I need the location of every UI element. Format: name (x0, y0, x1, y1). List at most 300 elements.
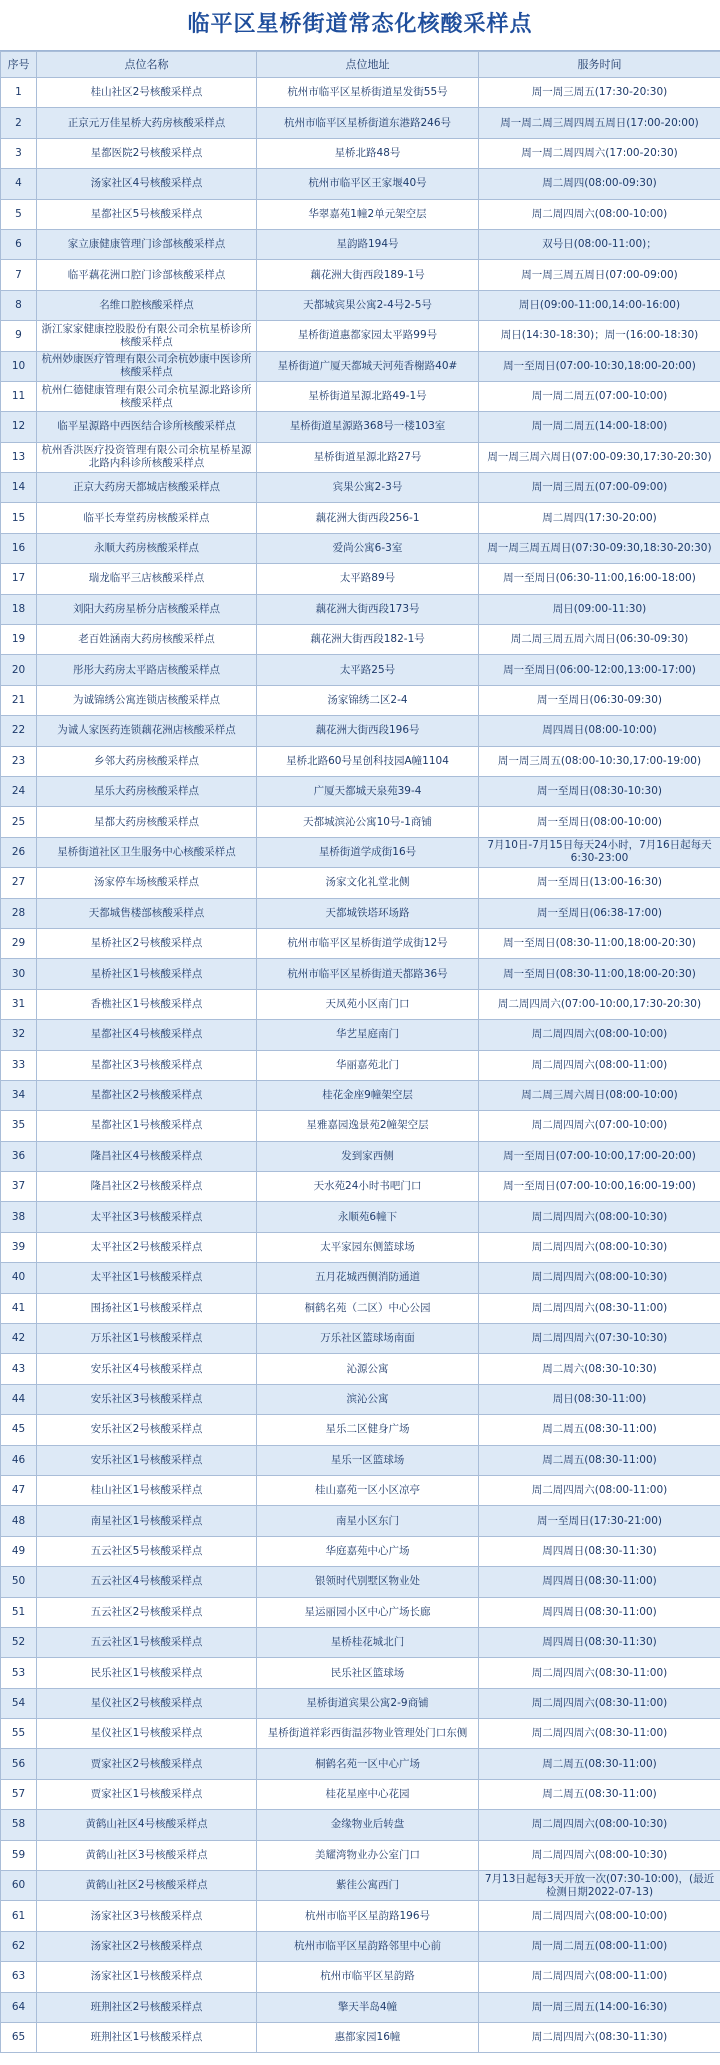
table-row (1, 1536, 720, 1566)
cell-site-name: 围扬社区1号核酸采样点 (37, 1293, 257, 1323)
cell-service-time: 周一至周日(08:30-10:30) (479, 776, 720, 806)
cell-index: 21 (1, 685, 37, 715)
cell-service-time: 周一周二周五(08:00-11:00) (479, 1931, 720, 1961)
cell-site-name: 安乐社区1号核酸采样点 (37, 1445, 257, 1475)
table-row (1, 1688, 720, 1718)
cell-service-time: 周一周三周五(08:00-10:30,17:00-19:00) (479, 746, 720, 776)
cell-site-name: 万乐社区1号核酸采样点 (37, 1324, 257, 1354)
cell-site-name: 贾家社区2号核酸采样点 (37, 1749, 257, 1779)
cell-site-name: 星都社区1号核酸采样点 (37, 1111, 257, 1141)
cell-site-address: 杭州市临平区星韵路邻里中心前 (257, 1931, 479, 1961)
table-row (1, 321, 720, 351)
cell-site-name: 太平社区2号核酸采样点 (37, 1232, 257, 1262)
table-row (1, 1111, 720, 1141)
cell-service-time: 周二周四(17:30-20:00) (479, 503, 720, 533)
cell-service-time: 周一至周日(07:00-10:30,18:00-20:00) (479, 351, 720, 381)
cell-service-time: 周二周五(08:30-11:00) (479, 1415, 720, 1445)
cell-index: 23 (1, 746, 37, 776)
cell-site-address: 杭州市临平区星桥街道天都路36号 (257, 959, 479, 989)
cell-service-time: 周二周四周六(08:00-10:30) (479, 1840, 720, 1870)
cell-site-name: 黄鹤山社区3号核酸采样点 (37, 1840, 257, 1870)
cell-index: 45 (1, 1415, 37, 1445)
cell-site-name: 太平社区3号核酸采样点 (37, 1202, 257, 1232)
cell-site-name: 星都医院2号核酸采样点 (37, 138, 257, 168)
cell-site-address: 华艺星庭南门 (257, 1020, 479, 1050)
cell-site-name: 乡邻大药房核酸采样点 (37, 746, 257, 776)
cell-index: 35 (1, 1111, 37, 1141)
cell-site-address: 藕花洲大街西段189-1号 (257, 260, 479, 290)
table-row (1, 290, 720, 320)
cell-site-address: 星桥北路60号星创科技园A幢1104 (257, 746, 479, 776)
cell-site-address: 太平路89号 (257, 564, 479, 594)
table-row (1, 1263, 720, 1293)
cell-site-address: 星乐一区篮球场 (257, 1445, 479, 1475)
cell-site-address: 金缘物业后转盘 (257, 1810, 479, 1840)
cell-site-address: 擎天半岛4幢 (257, 1992, 479, 2022)
table-row (1, 1810, 720, 1840)
cell-site-address: 华丽嘉苑北门 (257, 1050, 479, 1080)
cell-index: 3 (1, 138, 37, 168)
cell-site-name: 安乐社区3号核酸采样点 (37, 1384, 257, 1414)
cell-service-time: 7月10日-7月15日每天24小时，7月16日起每天6:30-23:00 (479, 837, 720, 867)
cell-site-address: 南星小区东门 (257, 1506, 479, 1536)
table-row (1, 776, 720, 806)
table-row (1, 837, 720, 867)
sampling-sites-table (0, 51, 720, 2053)
table-row (1, 533, 720, 563)
cell-service-time: 周日(08:30-11:00) (479, 1384, 720, 1414)
table-row (1, 1962, 720, 1992)
table-row (1, 868, 720, 898)
cell-index: 58 (1, 1810, 37, 1840)
cell-site-address: 星桥街道宾果公寓2-9商铺 (257, 1688, 479, 1718)
cell-service-time: 周二周四周六(08:30-11:30) (479, 2023, 720, 2053)
cell-index: 14 (1, 473, 37, 503)
cell-index: 49 (1, 1536, 37, 1566)
cell-index: 56 (1, 1749, 37, 1779)
table-row (1, 169, 720, 199)
table-row (1, 1840, 720, 1870)
cell-index: 60 (1, 1871, 37, 1901)
cell-index: 59 (1, 1840, 37, 1870)
cell-service-time: 周日(09:00-11:00,14:00-16:00) (479, 290, 720, 320)
cell-index: 36 (1, 1141, 37, 1171)
cell-site-address: 藕花洲大街西段196号 (257, 716, 479, 746)
cell-site-address: 惠都家园16幢 (257, 2023, 479, 2053)
cell-site-name: 班荆社区1号核酸采样点 (37, 2023, 257, 2053)
cell-site-name: 汤家社区3号核酸采样点 (37, 1901, 257, 1931)
cell-service-time: 周一至周日(06:38-17:00) (479, 898, 720, 928)
cell-site-address: 发到家西侧 (257, 1141, 479, 1171)
cell-site-address: 万乐社区篮球场南面 (257, 1324, 479, 1354)
cell-service-time: 周一周三周五周日(07:30-09:30,18:30-20:30) (479, 533, 720, 563)
cell-index: 44 (1, 1384, 37, 1414)
cell-service-time: 7月13日起每3天开放一次(07:30-10:00)，(最近检测日期2022-07-13) (479, 1871, 720, 1901)
table-row (1, 807, 720, 837)
cell-site-address: 藕花洲大街西段256-1 (257, 503, 479, 533)
table-row (1, 1658, 720, 1688)
cell-site-name: 星桥社区2号核酸采样点 (37, 928, 257, 958)
table-row (1, 199, 720, 229)
cell-index: 4 (1, 169, 37, 199)
table-row (1, 1779, 720, 1809)
cell-service-time: 周一至周日(17:30-21:00) (479, 1506, 720, 1536)
cell-service-time: 周二周五(08:30-11:00) (479, 1779, 720, 1809)
cell-site-address: 杭州市临平区王家堰40号 (257, 169, 479, 199)
table-row (1, 1354, 720, 1384)
cell-index: 54 (1, 1688, 37, 1718)
cell-site-address: 华庭嘉苑中心广场 (257, 1536, 479, 1566)
cell-service-time: 周二周四周六(08:00-10:00) (479, 199, 720, 229)
table-row (1, 412, 720, 442)
cell-index: 1 (1, 78, 37, 108)
cell-index: 9 (1, 321, 37, 351)
cell-service-time: 周一周二周三周四周五周日(17:00-20:00) (479, 108, 720, 138)
cell-service-time: 周一周三周六周日(07:00-09:30,17:30-20:30) (479, 442, 720, 472)
cell-site-name: 临平藕花洲口腔门诊部核酸采样点 (37, 260, 257, 290)
table-row (1, 1384, 720, 1414)
cell-service-time: 周二周四周六(08:00-10:30) (479, 1202, 720, 1232)
cell-site-name: 隆昌社区2号核酸采样点 (37, 1172, 257, 1202)
cell-site-address: 星桥街道祥彩西街温莎物业管理处门口东侧 (257, 1719, 479, 1749)
cell-site-name: 刘阳大药房星桥分店核酸采样点 (37, 594, 257, 624)
cell-site-name: 星桥街道社区卫生服务中心核酸采样点 (37, 837, 257, 867)
cell-index: 55 (1, 1719, 37, 1749)
cell-site-name: 黄鹤山社区4号核酸采样点 (37, 1810, 257, 1840)
cell-site-name: 安乐社区2号核酸采样点 (37, 1415, 257, 1445)
cell-index: 27 (1, 868, 37, 898)
cell-service-time: 周二周三周六周日(08:00-10:00) (479, 1080, 720, 1110)
cell-index: 37 (1, 1172, 37, 1202)
cell-service-time: 周一至周日(08:30-11:00,18:00-20:30) (479, 928, 720, 958)
cell-site-name: 杭州妙康医疗管理有限公司余杭妙康中医诊所核酸采样点 (37, 351, 257, 381)
cell-index: 25 (1, 807, 37, 837)
cell-index: 62 (1, 1931, 37, 1961)
cell-site-name: 班荆社区2号核酸采样点 (37, 1992, 257, 2022)
cell-index: 42 (1, 1324, 37, 1354)
cell-index: 64 (1, 1992, 37, 2022)
cell-site-address: 星桥桂花城北门 (257, 1627, 479, 1657)
cell-site-name: 临平星源路中西医结合诊所核酸采样点 (37, 412, 257, 442)
cell-index: 24 (1, 776, 37, 806)
cell-site-name: 五云社区4号核酸采样点 (37, 1567, 257, 1597)
cell-site-address: 星桥街道学成街16号 (257, 837, 479, 867)
cell-site-name: 临平长寿堂药房核酸采样点 (37, 503, 257, 533)
cell-site-name: 桂山社区1号核酸采样点 (37, 1475, 257, 1505)
table-row (1, 1931, 720, 1961)
table-row (1, 564, 720, 594)
cell-index: 10 (1, 351, 37, 381)
cell-service-time: 周二周四周六(08:00-10:30) (479, 1232, 720, 1262)
cell-site-name: 五云社区5号核酸采样点 (37, 1536, 257, 1566)
cell-site-address: 天都城滨沁公寓10号-1商铺 (257, 807, 479, 837)
cell-index: 17 (1, 564, 37, 594)
cell-site-name: 星都大药房核酸采样点 (37, 807, 257, 837)
page-title: 临平区星桥街道常态化核酸采样点 (0, 0, 720, 51)
cell-service-time: 周二周四(08:00-09:30) (479, 169, 720, 199)
cell-site-name: 为诚人家医药连锁藕花洲店核酸采样点 (37, 716, 257, 746)
cell-service-time: 周二周五(08:30-11:00) (479, 1749, 720, 1779)
cell-index: 2 (1, 108, 37, 138)
cell-site-name: 瑞龙临平三店核酸采样点 (37, 564, 257, 594)
cell-site-address: 民乐社区篮球场 (257, 1658, 479, 1688)
table-body (1, 78, 720, 2053)
cell-service-time: 周一周三周五(07:00-09:00) (479, 473, 720, 503)
cell-site-address: 桐鹤名苑（二区）中心公园 (257, 1293, 479, 1323)
cell-site-address: 杭州市临平区星桥街道学成街12号 (257, 928, 479, 958)
cell-site-name: 名维口腔核酸采样点 (37, 290, 257, 320)
table-row (1, 746, 720, 776)
cell-service-time: 周二周四周六(08:30-11:00) (479, 1658, 720, 1688)
cell-service-time: 周一周二周四周六(17:00-20:30) (479, 138, 720, 168)
cell-site-address: 太平路25号 (257, 655, 479, 685)
table-row (1, 1172, 720, 1202)
cell-site-address: 星雅嘉园逸景苑2幢架空层 (257, 1111, 479, 1141)
table-row (1, 1415, 720, 1445)
cell-site-name: 桂山社区2号核酸采样点 (37, 78, 257, 108)
cell-site-name: 杭州仁德健康管理有限公司余杭星源北路诊所核酸采样点 (37, 381, 257, 411)
cell-site-address: 汤家锦绣二区2-4 (257, 685, 479, 715)
cell-site-address: 星运丽园小区中心广场长廊 (257, 1597, 479, 1627)
cell-service-time: 周一至周日(06:00-12:00,13:00-17:00) (479, 655, 720, 685)
cell-site-name: 汤家社区2号核酸采样点 (37, 1931, 257, 1961)
cell-service-time: 周二周四周六(08:30-11:00) (479, 1719, 720, 1749)
table-row (1, 1597, 720, 1627)
cell-index: 18 (1, 594, 37, 624)
table-row (1, 1871, 720, 1901)
cell-site-address: 星桥街道星源北路27号 (257, 442, 479, 472)
cell-index: 6 (1, 229, 37, 259)
cell-site-name: 家立康健康管理门诊部核酸采样点 (37, 229, 257, 259)
cell-site-name: 汤家停车场核酸采样点 (37, 868, 257, 898)
cell-service-time: 周一周三周五周日(07:00-09:00) (479, 260, 720, 290)
cell-service-time: 周一至周日(08:30-11:00,18:00-20:30) (479, 959, 720, 989)
cell-index: 50 (1, 1567, 37, 1597)
header-index: 序号 (1, 52, 37, 78)
cell-site-name: 香樵社区1号核酸采样点 (37, 989, 257, 1019)
cell-index: 53 (1, 1658, 37, 1688)
cell-site-name: 汤家社区4号核酸采样点 (37, 169, 257, 199)
table-row (1, 78, 720, 108)
table-row (1, 1749, 720, 1779)
table-row (1, 2023, 720, 2053)
cell-service-time: 周二周四周六(08:00-10:00) (479, 1901, 720, 1931)
cell-site-name: 隆昌社区4号核酸采样点 (37, 1141, 257, 1171)
table-row (1, 716, 720, 746)
cell-site-address: 藕花洲大街西段173号 (257, 594, 479, 624)
cell-index: 11 (1, 381, 37, 411)
cell-service-time: 周二周四周六(08:00-10:30) (479, 1263, 720, 1293)
cell-index: 26 (1, 837, 37, 867)
table-row (1, 108, 720, 138)
cell-index: 52 (1, 1627, 37, 1657)
cell-site-name: 星都社区5号核酸采样点 (37, 199, 257, 229)
cell-service-time: 周二周四周六(08:00-10:30) (479, 1810, 720, 1840)
table-row (1, 1992, 720, 2022)
table-row (1, 229, 720, 259)
cell-site-address: 星桥街道广厦天都城天河苑香榭路40# (257, 351, 479, 381)
cell-site-name: 星桥社区1号核酸采样点 (37, 959, 257, 989)
cell-service-time: 周二周三周五周六周日(06:30-09:30) (479, 625, 720, 655)
table-row (1, 594, 720, 624)
table-row (1, 1232, 720, 1262)
table-row (1, 685, 720, 715)
cell-index: 33 (1, 1050, 37, 1080)
table-row (1, 1080, 720, 1110)
cell-site-name: 民乐社区1号核酸采样点 (37, 1658, 257, 1688)
cell-site-address: 天都城宾果公寓2-4号2-5号 (257, 290, 479, 320)
table-row (1, 928, 720, 958)
cell-index: 39 (1, 1232, 37, 1262)
table-row (1, 138, 720, 168)
table-row (1, 473, 720, 503)
cell-index: 34 (1, 1080, 37, 1110)
table-row (1, 655, 720, 685)
cell-site-name: 正京元万佳星桥大药房核酸采样点 (37, 108, 257, 138)
cell-site-name: 杭州香洪医疗投资管理有限公司余杭星桥星源北路内科诊所核酸采样点 (37, 442, 257, 472)
table-row (1, 1567, 720, 1597)
cell-service-time: 周一周二周五(07:00-10:00) (479, 381, 720, 411)
cell-site-name: 为诚锦绣公寓连锁店核酸采样点 (37, 685, 257, 715)
cell-service-time: 周一周三周五(17:30-20:30) (479, 78, 720, 108)
cell-index: 13 (1, 442, 37, 472)
cell-service-time: 周日(09:00-11:30) (479, 594, 720, 624)
cell-service-time: 周二周四周六(08:00-11:00) (479, 1050, 720, 1080)
cell-index: 32 (1, 1020, 37, 1050)
table-row (1, 1293, 720, 1323)
cell-site-address: 杭州市临平区星韵路 (257, 1962, 479, 1992)
cell-index: 12 (1, 412, 37, 442)
header-site-name: 点位名称 (37, 52, 257, 78)
table-row (1, 625, 720, 655)
cell-service-time: 周二周六(08:30-10:30) (479, 1354, 720, 1384)
cell-index: 63 (1, 1962, 37, 1992)
cell-site-address: 美耀湾物业办公室门口 (257, 1840, 479, 1870)
cell-site-address: 星韵路194号 (257, 229, 479, 259)
cell-service-time: 周二周四周六(08:00-11:00) (479, 1475, 720, 1505)
cell-service-time: 周一周三周五(14:00-16:30) (479, 1992, 720, 2022)
cell-site-address: 天都城铁塔环场路 (257, 898, 479, 928)
cell-service-time: 周一至周日(13:00-16:30) (479, 868, 720, 898)
cell-service-time: 双号日(08:00-11:00)； (479, 229, 720, 259)
cell-site-name: 汤家社区1号核酸采样点 (37, 1962, 257, 1992)
cell-index: 20 (1, 655, 37, 685)
cell-service-time: 周四周日(08:30-11:30) (479, 1627, 720, 1657)
cell-site-name: 浙江家家健康控股股份有限公司余杭星桥诊所核酸采样点 (37, 321, 257, 351)
cell-service-time: 周日(14:30-18:30)；周一(16:00-18:30) (479, 321, 720, 351)
cell-site-name: 五云社区2号核酸采样点 (37, 1597, 257, 1627)
cell-index: 7 (1, 260, 37, 290)
cell-service-time: 周二周四周六(08:30-11:00) (479, 1293, 720, 1323)
cell-site-address: 桂花星座中心花园 (257, 1779, 479, 1809)
cell-service-time: 周四周日(08:30-11:30) (479, 1536, 720, 1566)
cell-site-name: 太平社区1号核酸采样点 (37, 1263, 257, 1293)
table-row (1, 1020, 720, 1050)
cell-service-time: 周二周四周六(08:00-10:00) (479, 1020, 720, 1050)
cell-index: 38 (1, 1202, 37, 1232)
table-row (1, 1324, 720, 1354)
cell-site-name: 星都社区4号核酸采样点 (37, 1020, 257, 1050)
cell-service-time: 周一至周日(08:00-10:00) (479, 807, 720, 837)
cell-site-address: 星桥北路48号 (257, 138, 479, 168)
cell-index: 41 (1, 1293, 37, 1323)
cell-site-name: 星都社区3号核酸采样点 (37, 1050, 257, 1080)
header-site-address: 点位地址 (257, 52, 479, 78)
cell-service-time: 周二周四周六(08:30-11:00) (479, 1688, 720, 1718)
cell-index: 28 (1, 898, 37, 928)
cell-site-address: 太平家园东侧篮球场 (257, 1232, 479, 1262)
cell-site-address: 藕花洲大街西段182-1号 (257, 625, 479, 655)
cell-index: 46 (1, 1445, 37, 1475)
table-row (1, 1506, 720, 1536)
cell-site-address: 桐鹤名苑一区中心广场 (257, 1749, 479, 1779)
cell-site-address: 紫徍公寓西门 (257, 1871, 479, 1901)
cell-index: 30 (1, 959, 37, 989)
cell-site-address: 汤家文化礼堂北侧 (257, 868, 479, 898)
cell-service-time: 周二周四周六(07:00-10:00) (479, 1111, 720, 1141)
table-row (1, 381, 720, 411)
table-row (1, 1202, 720, 1232)
cell-site-address: 星桥街道星源北路49-1号 (257, 381, 479, 411)
table-row (1, 1445, 720, 1475)
cell-site-address: 杭州市临平区星桥街道东港路246号 (257, 108, 479, 138)
cell-site-name: 安乐社区4号核酸采样点 (37, 1354, 257, 1384)
cell-site-address: 天水苑24小时书吧门口 (257, 1172, 479, 1202)
cell-site-address: 五月花城西侧消防通道 (257, 1263, 479, 1293)
cell-site-name: 星仪社区1号核酸采样点 (37, 1719, 257, 1749)
header-row (1, 52, 720, 78)
cell-site-address: 星乐二区健身广场 (257, 1415, 479, 1445)
cell-index: 22 (1, 716, 37, 746)
cell-site-name: 正京大药房天都城店核酸采样点 (37, 473, 257, 503)
cell-site-address: 星桥街道星源路368号一楼103室 (257, 412, 479, 442)
cell-index: 51 (1, 1597, 37, 1627)
cell-site-name: 黄鹤山社区2号核酸采样点 (37, 1871, 257, 1901)
cell-site-name: 彤彤大药房太平路店核酸采样点 (37, 655, 257, 685)
cell-site-address: 宾果公寓2-3号 (257, 473, 479, 503)
cell-site-address: 杭州市临平区星桥街道星发街55号 (257, 78, 479, 108)
cell-site-name: 五云社区1号核酸采样点 (37, 1627, 257, 1657)
table-row (1, 989, 720, 1019)
table-row (1, 898, 720, 928)
cell-index: 47 (1, 1475, 37, 1505)
cell-index: 16 (1, 533, 37, 563)
table-row (1, 1475, 720, 1505)
cell-index: 31 (1, 989, 37, 1019)
cell-index: 5 (1, 199, 37, 229)
cell-index: 57 (1, 1779, 37, 1809)
table-row (1, 1627, 720, 1657)
cell-service-time: 周一至周日(07:00-10:00,17:00-20:00) (479, 1141, 720, 1171)
cell-service-time: 周二周四周六(08:00-11:00) (479, 1962, 720, 1992)
cell-site-name: 永顺大药房核酸采样点 (37, 533, 257, 563)
cell-site-name: 星都社区2号核酸采样点 (37, 1080, 257, 1110)
table-row (1, 1141, 720, 1171)
cell-index: 61 (1, 1901, 37, 1931)
cell-site-address: 华翠嘉苑1幢2单元架空层 (257, 199, 479, 229)
cell-site-name: 贾家社区1号核酸采样点 (37, 1779, 257, 1809)
cell-site-name: 星仪社区2号核酸采样点 (37, 1688, 257, 1718)
cell-site-name: 南星社区1号核酸采样点 (37, 1506, 257, 1536)
cell-site-name: 天都城售楼部核酸采样点 (37, 898, 257, 928)
cell-site-address: 杭州市临平区星韵路196号 (257, 1901, 479, 1931)
cell-service-time: 周二周四周六(07:30-10:30) (479, 1324, 720, 1354)
cell-index: 8 (1, 290, 37, 320)
cell-service-time: 周四周日(08:30-11:00) (479, 1567, 720, 1597)
header-service-time: 服务时间 (479, 52, 720, 78)
table-row (1, 503, 720, 533)
cell-service-time: 周一至周日(06:30-09:30) (479, 685, 720, 715)
